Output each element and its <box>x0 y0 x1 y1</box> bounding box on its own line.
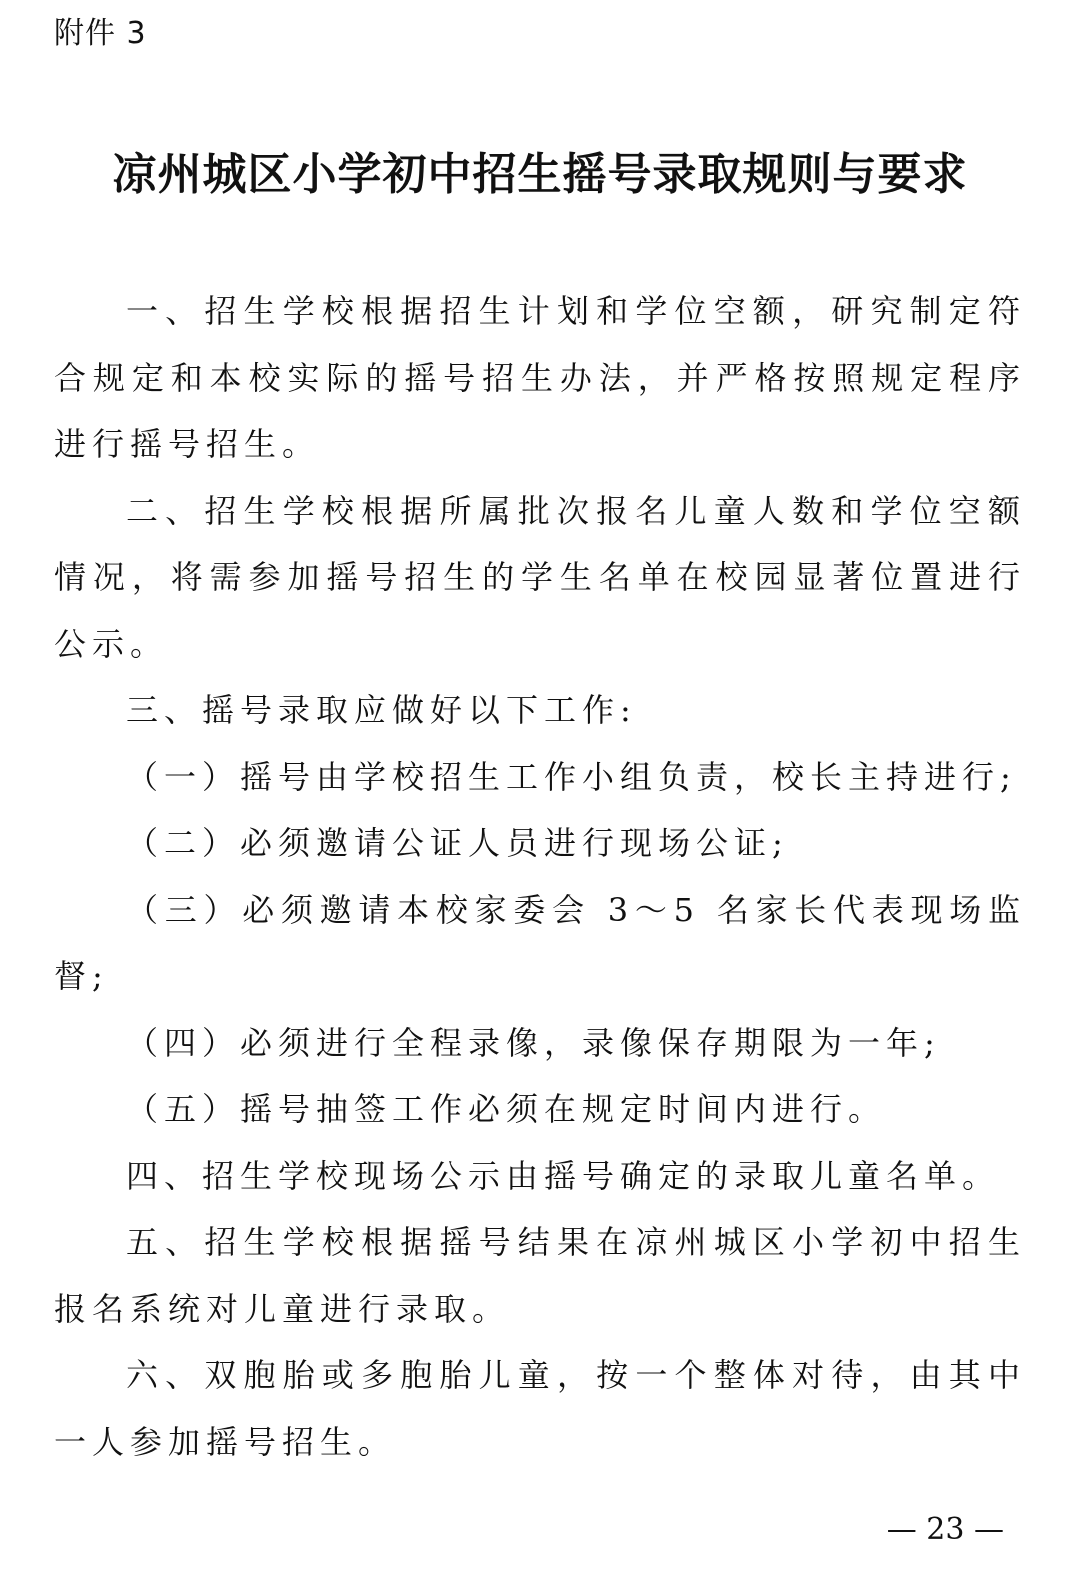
paragraph-4: 四、招生学校现场公示由摇号确定的录取儿童名单。 <box>126 1156 1001 1195</box>
document-title: 凉州城区小学初中招生摇号录取规则与要求 <box>112 149 968 200</box>
paragraph-2: 二、招生学校根据所属批次报名儿童人数和学位空额情况，将需参加摇号招生的学生名单在校园显著位置进行公示。 <box>54 491 1026 663</box>
attachment-label: 附件 3 <box>54 16 147 51</box>
page-number: — 23 — <box>886 1512 1004 1547</box>
paragraph-1: 一、招生学校根据招生计划和学位空额，研究制定符合规定和本校实际的摇号招生办法，并严格按照规定程序进行摇号招生。 <box>54 292 1026 463</box>
paragraph-6: 六、双胞胎或多胞胎儿童，按一个整体对待，由其中一人参加摇号招生。 <box>54 1356 1026 1461</box>
document-body <box>54 278 1026 1475</box>
paragraph-5: 五、招生学校根据摇号结果在凉州城区小学初中招生报名系统对儿童进行录取。 <box>54 1223 1026 1328</box>
paragraph-3-item-4: （四）必须进行全程录像，录像保存期限为一年; <box>126 1023 941 1062</box>
paragraph-3-item-5: （五）摇号抽签工作必须在规定时间内进行。 <box>126 1090 887 1128</box>
paragraph-3-item-3: （三）必须邀请本校家委会 3～5 名家长代表现场监督; <box>54 890 1026 995</box>
paragraph-3: 三、摇号录取应做好以下工作: <box>126 691 637 729</box>
paragraph-3-item-1: （一）摇号由学校招生工作小组负责，校长主持进行; <box>126 757 1017 796</box>
paragraph-3-item-2: （二）必须邀请公证人员进行现场公证; <box>126 824 789 862</box>
